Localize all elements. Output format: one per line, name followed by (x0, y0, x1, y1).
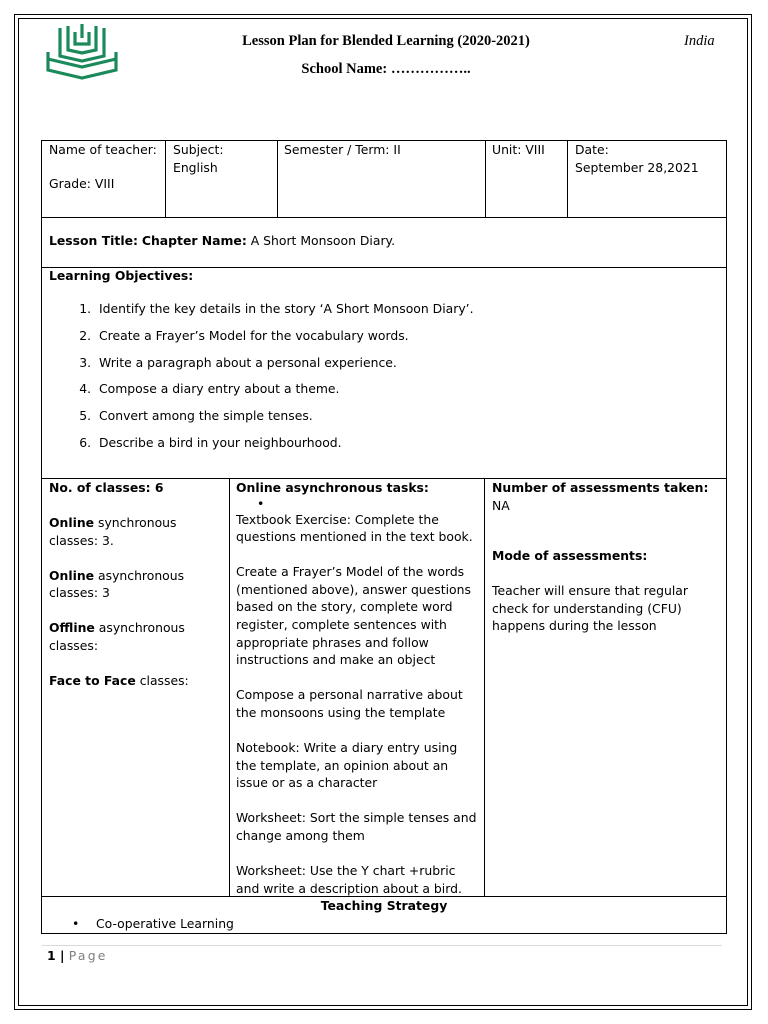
assessment-count-value: NA (492, 497, 510, 513)
date-label: Date: (575, 142, 609, 157)
chapter-name-label: Chapter Name: (141, 233, 247, 248)
objective-item: 4. Compose a diary entry about a theme. (95, 380, 715, 407)
online-sync-classes (49, 514, 224, 549)
assessment-mode-heading: Mode of assessments: (492, 548, 648, 564)
grade-line (49, 175, 114, 193)
lesson-title-label: Lesson Title: (49, 233, 138, 248)
face-to-face-label: Face to Face (49, 673, 136, 689)
assessment-count (492, 479, 720, 514)
unit-value: Unit: VIII (492, 142, 545, 157)
assessment-mode-text: Teacher will ensure that regular check for understanding (CFU) happens during the lesson (492, 583, 688, 634)
objective-item: 2. Create a Frayer’s Model for the vocabulary words. (95, 327, 715, 354)
offline-async-text: asynchronous classes: (49, 620, 185, 654)
tasks-heading: Online asynchronous tasks: (236, 480, 429, 495)
page-footer (47, 948, 108, 963)
classes-count: No. of classes: 6 (49, 480, 164, 495)
page-number: 1 (47, 948, 56, 963)
assessment-count-label: Number of assessments taken: (492, 480, 709, 495)
objective-item: 6. Describe a bird in your neighbourhood. (95, 434, 715, 461)
semester-value: Semester / Term: II (284, 142, 401, 157)
page-word: Page (68, 948, 108, 963)
subject-label: Subject: (173, 142, 224, 157)
chapter-name-value: A Short Monsoon Diary. (250, 233, 396, 248)
tasks-bullet: • (257, 495, 265, 511)
task-item: Notebook: Write a diary entry using the template, an opinion about an issue or as a character (236, 740, 458, 791)
objective-item: 5. Convert among the simple tenses. (95, 407, 715, 434)
online-async-text: asynchronous classes: 3 (49, 567, 185, 601)
strategy-item: Co-operative Learning (96, 916, 234, 931)
task-item: Worksheet: Sort the simple tenses and change among them (236, 810, 477, 843)
objective-item: 3. Write a paragraph about a personal experience. (95, 354, 715, 381)
objective-item: 1. Identify the key details in the story ‘A Short Monsoon Diary’. (95, 300, 715, 327)
online-sync-text: synchronous classes: 3. (49, 515, 177, 548)
objectives-heading: Learning Objectives: (49, 268, 194, 283)
face-to-face-classes (49, 672, 224, 690)
strategy-bullet: • (72, 916, 80, 931)
grade-label: Grade: (49, 176, 91, 191)
tasks-column (236, 479, 479, 897)
subject-value: English (173, 160, 218, 175)
grade-value: VIII (94, 176, 115, 191)
task-item: Create a Frayer’s Model of the words (mentioned above), answer questions based on the story, complete word register, complete sentences with appropriate phrases and follow instructions and make an object (236, 564, 471, 668)
country-label: India (684, 33, 715, 49)
offline-async-label: Offline (49, 620, 95, 636)
assessments-column (492, 479, 720, 635)
offline-async-classes (49, 619, 224, 654)
classes-column (49, 479, 224, 707)
online-sync-label: Online (49, 515, 95, 531)
teacher-label: Name of teacher: (49, 142, 157, 157)
page-separator: | (55, 948, 69, 963)
task-item: Textbook Exercise: Complete the questions mentioned in the text book. (236, 511, 473, 545)
footer-divider (42, 945, 722, 946)
document-title: Lesson Plan for Blended Learning (2020-2021) (242, 33, 530, 49)
date-value: September 28,2021 (575, 160, 699, 175)
objectives-list (48, 300, 715, 461)
lesson-title-line (49, 232, 395, 250)
online-async-classes (49, 567, 224, 602)
face-to-face-text: classes: (135, 673, 189, 689)
teaching-strategy-heading: Teaching Strategy (320, 898, 448, 913)
online-async-label: Online (49, 567, 95, 583)
school-name: School Name: …………….. (301, 61, 471, 77)
task-item: Worksheet: Use the Y chart +rubric and write a description about a bird. (236, 863, 462, 896)
task-item: Compose a personal narrative about the monsoons using the template (236, 687, 463, 720)
school-logo (44, 22, 120, 80)
